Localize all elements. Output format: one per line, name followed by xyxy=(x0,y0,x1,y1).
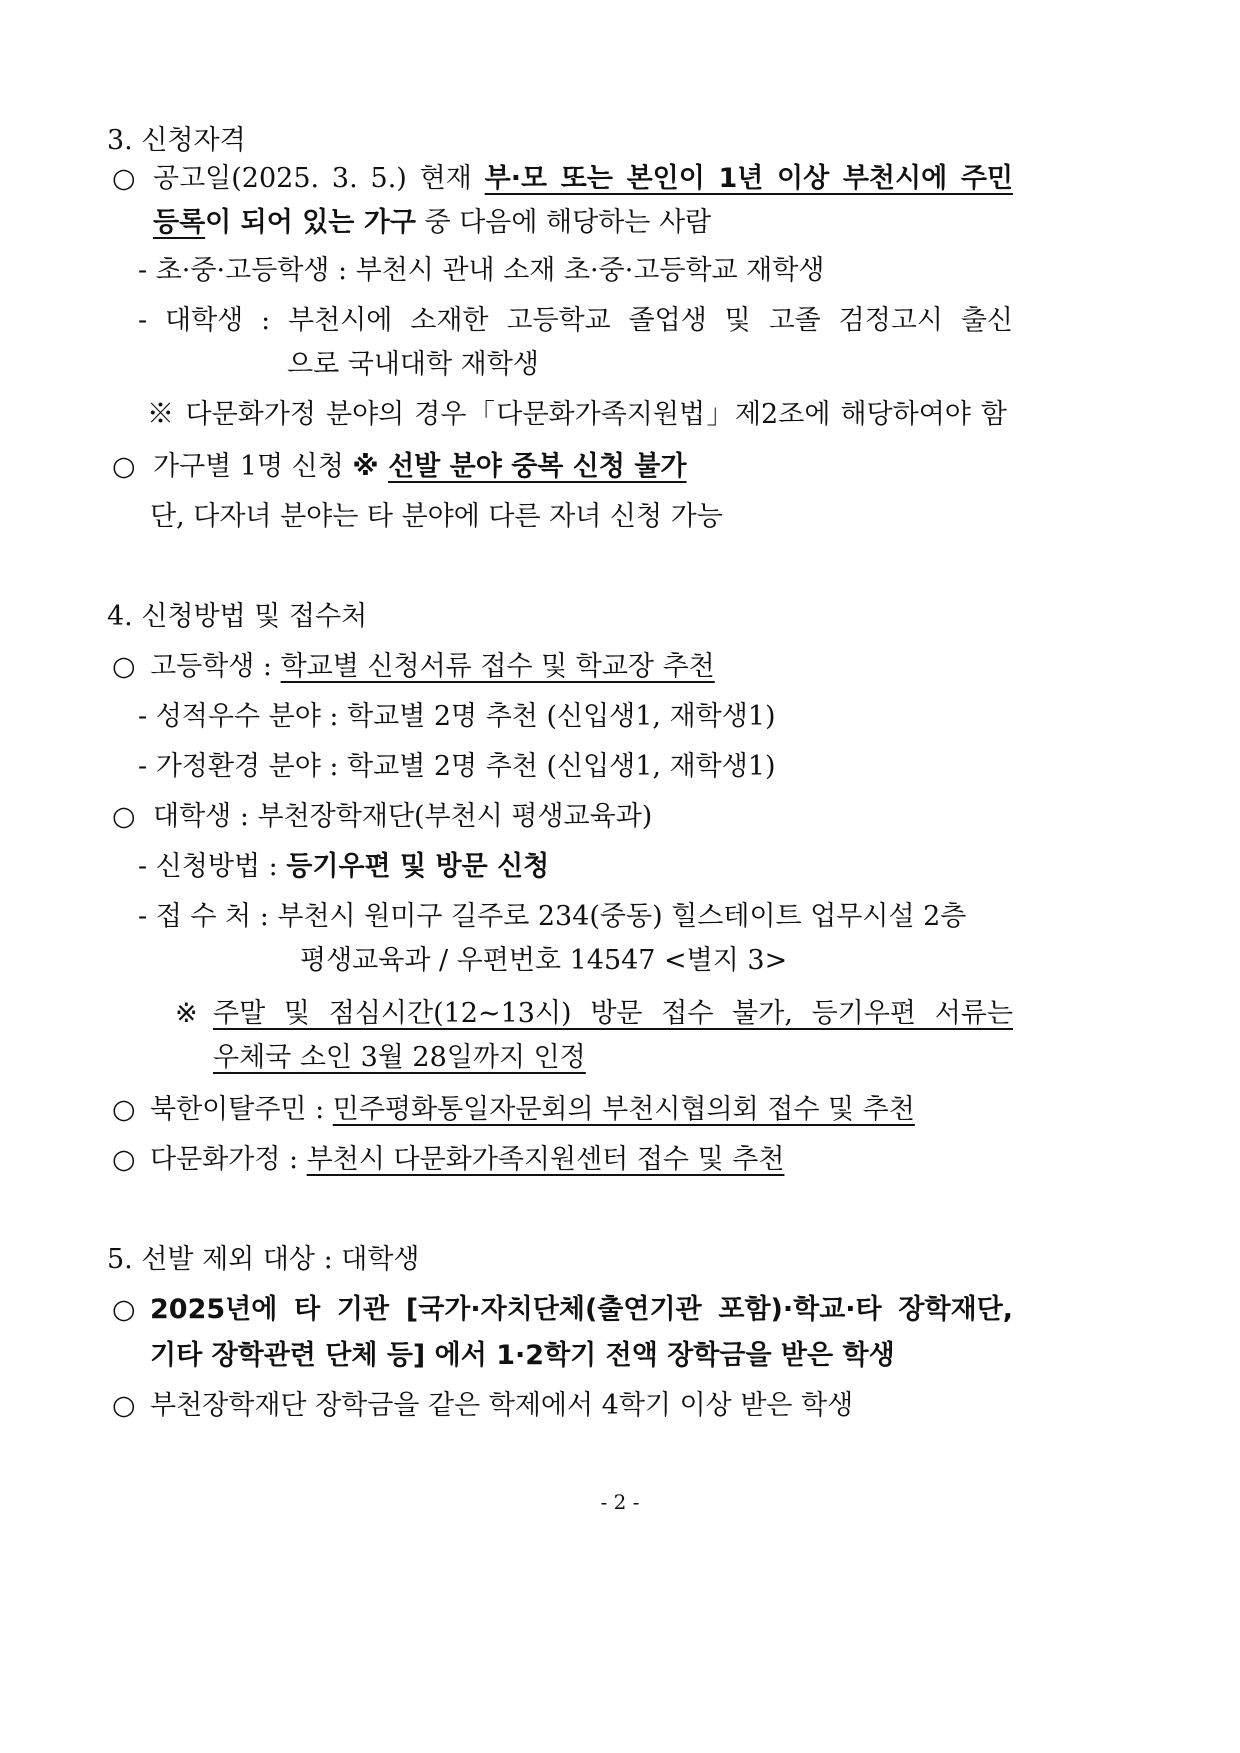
section-3-heading: 3. 신청자격 xyxy=(107,125,246,156)
s4-university-address-cont: 평생교육과 / 우편번호 14547 <별지 3> xyxy=(300,945,788,976)
s4-highschool: 고등학생 : 학교별 신청서류 접수 및 학교장 추천 xyxy=(150,651,715,682)
no-duplicate-notice: 선발 분야 중복 신청 불가 xyxy=(388,451,687,482)
s4-multicultural-family: 다문화가정 : 부천시 다문화가족지원센터 접수 및 추천 xyxy=(150,1144,785,1175)
s4-north-korean-defectors: 북한이탈주민 : 민주평화통일자문회의 부천시협의회 접수 및 추천 xyxy=(150,1094,915,1125)
reference-mark: ※ xyxy=(175,998,198,1029)
bullet-circle: ○ xyxy=(112,651,136,682)
s3-detail-university: - 대학생 : 부천시에 소재한 고등학교 졸업생 및 고졸 검정고시 출신 xyxy=(138,305,1013,336)
page-number: - 2 - xyxy=(600,1490,640,1514)
s4-university-method: - 신청방법 : 등기우편 및 방문 신청 xyxy=(138,851,550,882)
s4-university: 대학생 : 부천장학재단(부천시 평생교육과) xyxy=(153,801,653,832)
s5-exclusion-four-semesters: 부천장학재단 장학금을 같은 학제에서 4학기 이상 받은 학생 xyxy=(150,1390,854,1421)
s3-one-per-household: 가구별 1명 신청 ※ 선발 분야 중복 신청 불가 xyxy=(153,451,687,482)
s3-detail-university-cont: 으로 국내대학 재학생 xyxy=(287,349,539,380)
section-4-heading: 4. 신청방법 및 접수처 xyxy=(107,601,368,632)
bullet-circle: ○ xyxy=(112,801,136,832)
bullet-circle: ○ xyxy=(112,1390,136,1421)
s4-university-note-cont: 우체국 소인 3월 28일까지 인정 xyxy=(213,1042,586,1073)
bullet-circle: ○ xyxy=(112,163,136,194)
s4-university-note: 주말 및 점심시간(12~13시) 방문 접수 불가, 등기우편 서류는 xyxy=(213,998,1013,1029)
s3-multicultural-note: ※ 다문화가정 분야의 경우「다문화가족지원법」제2조에 해당하여야 함 xyxy=(147,399,1007,430)
s4-highschool-family-field: - 가정환경 분야 : 학교별 2명 추천 (신입생1, 재학생1) xyxy=(138,751,776,782)
s3-detail-school: - 초·중·고등학생 : 부천시 관내 소재 초·중·고등학교 재학생 xyxy=(138,255,825,286)
bullet-circle: ○ xyxy=(112,1094,136,1125)
residency-requirement: 부·모 또는 본인이 1년 이상 부천시에 주민 xyxy=(484,163,1013,194)
section-5-heading: 5. 선발 제외 대상 : 대학생 xyxy=(107,1244,420,1275)
s3-eligibility-line-2: 등록이 되어 있는 가구 중 다음에 해당하는 사람 xyxy=(153,207,712,238)
s3-eligibility-line-1: 공고일(2025. 3. 5.) 현재 부·모 또는 본인이 1년 이상 부천시에 주민 xyxy=(153,163,1013,194)
bullet-circle: ○ xyxy=(112,1294,136,1325)
s3-multichild-exception: 단, 다자녀 분야는 타 분야에 다른 자녀 신청 가능 xyxy=(150,501,723,532)
s5-exclusion-scholarship: 2025년에 타 기관 [국가·자치단체(출연기관 포함)·학교·타 장학재단, xyxy=(150,1294,1013,1325)
bullet-circle: ○ xyxy=(112,451,136,482)
s4-university-address: - 접 수 처 : 부천시 원미구 길주로 234(중동) 힐스테이트 업무시설 2층 xyxy=(138,901,967,932)
bullet-circle: ○ xyxy=(112,1144,136,1175)
s5-exclusion-scholarship-cont: 기타 장학관련 단체 등] 에서 1·2학기 전액 장학금을 받은 학생 xyxy=(150,1340,895,1371)
s4-highschool-grade-field: - 성적우수 분야 : 학교별 2명 추천 (신입생1, 재학생1) xyxy=(138,701,776,732)
